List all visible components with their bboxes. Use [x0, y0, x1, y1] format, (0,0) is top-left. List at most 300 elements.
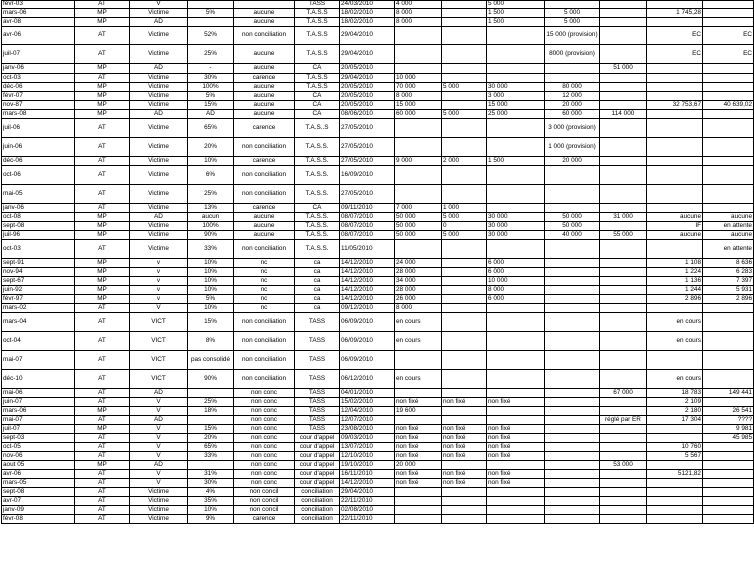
cell-type: MP	[75, 268, 130, 277]
cell-date: mai-06	[2, 389, 75, 398]
cell-amount-7	[703, 398, 754, 407]
cell-party: Victime	[130, 101, 188, 110]
cell-jurisdiction: CA	[295, 64, 340, 74]
cell-amount-6	[647, 166, 703, 185]
cell-rate: 30%	[188, 74, 234, 83]
cell-party: VICT	[130, 370, 188, 389]
cell-amount-3: non fixé	[487, 398, 545, 407]
cell-rate: 4%	[188, 488, 234, 497]
cell-amount-2	[442, 461, 487, 470]
cell-amount-6: 1 244	[647, 286, 703, 295]
cell-party: Victime	[130, 204, 188, 213]
cell-type: AT	[75, 204, 130, 213]
cell-conciliation: aucune	[234, 83, 295, 92]
cell-amount-4: 3 000 (provision)	[545, 119, 600, 138]
cell-rate: 10%	[188, 268, 234, 277]
cell-amount-1: 50 000	[395, 231, 442, 240]
cell-amount-7	[703, 332, 754, 351]
cell-hearing-date: 20/05/2010	[340, 83, 395, 92]
cell-rate: 10%	[188, 259, 234, 268]
table-row	[2, 74, 754, 83]
cell-party: v	[130, 259, 188, 268]
cell-rate: -	[188, 64, 234, 74]
cell-amount-7	[703, 461, 754, 470]
cell-amount-5	[600, 295, 647, 304]
cell-conciliation: non concil	[234, 497, 295, 506]
cell-amount-7	[703, 9, 754, 18]
cell-amount-2	[442, 295, 487, 304]
cell-party: AD	[130, 416, 188, 425]
cell-party: Victime	[130, 157, 188, 166]
cell-hearing-date: 14/12/2010	[340, 295, 395, 304]
cell-date: mai-05	[2, 185, 75, 204]
cell-date: nov-87	[2, 101, 75, 110]
cell-amount-5	[600, 45, 647, 64]
cell-hearing-date: 20/05/2010	[340, 101, 395, 110]
cell-amount-1: 4 000	[395, 1, 442, 9]
cell-hearing-date: 13/07/2010	[340, 443, 395, 452]
cell-rate: 65%	[188, 119, 234, 138]
cell-hearing-date: 23/08/2010	[340, 425, 395, 434]
cell-conciliation: carence	[234, 119, 295, 138]
cell-amount-5	[600, 515, 647, 524]
cell-jurisdiction: ca	[295, 259, 340, 268]
cell-type: AT	[75, 434, 130, 443]
table-row	[2, 452, 754, 461]
cell-amount-7: 9 981	[703, 425, 754, 434]
cell-amount-7: EC	[703, 27, 754, 45]
cell-amount-1: 19 600	[395, 407, 442, 416]
cell-amount-3	[487, 515, 545, 524]
cell-rate: 25%	[188, 45, 234, 64]
cell-hearing-date: 29/04/2010	[340, 45, 395, 64]
cell-rate: 31%	[188, 470, 234, 479]
cell-type: AT	[75, 45, 130, 64]
cell-amount-7	[703, 470, 754, 479]
cell-party: AD	[130, 110, 188, 119]
cell-amount-5	[600, 9, 647, 18]
cell-amount-5	[600, 74, 647, 83]
cell-type: MP	[75, 295, 130, 304]
table-row	[2, 425, 754, 434]
cell-amount-1: non fixé	[395, 479, 442, 488]
cell-date: aout 05	[2, 461, 75, 470]
cell-amount-2	[442, 138, 487, 157]
cell-amount-6: 5 567	[647, 452, 703, 461]
cell-hearing-date: 20/05/2010	[340, 92, 395, 101]
cell-amount-1	[395, 185, 442, 204]
cell-amount-5	[600, 470, 647, 479]
table-row	[2, 470, 754, 479]
cell-rate: 9%	[188, 515, 234, 524]
cell-amount-3	[487, 64, 545, 74]
cell-hearing-date: 06/12/2010	[340, 370, 395, 389]
cell-type: MP	[75, 110, 130, 119]
cell-amount-4	[545, 277, 600, 286]
cell-amount-1: non fixé	[395, 452, 442, 461]
cell-hearing-date: 08/07/2010	[340, 213, 395, 222]
cell-amount-2	[442, 185, 487, 204]
table-row	[2, 213, 754, 222]
cell-party: Victime	[130, 185, 188, 204]
cell-rate: 90%	[188, 231, 234, 240]
cell-party: V	[130, 407, 188, 416]
cell-conciliation: nc	[234, 286, 295, 295]
cell-amount-2	[442, 416, 487, 425]
cell-date: mars-02	[2, 304, 75, 313]
cell-type: MP	[75, 101, 130, 110]
cell-type: AT	[75, 74, 130, 83]
cell-amount-7: 2 896	[703, 295, 754, 304]
cell-jurisdiction: TASS	[295, 332, 340, 351]
cell-hearing-date: 29/04/2010	[340, 488, 395, 497]
cell-jurisdiction: T.A.S.S.	[295, 157, 340, 166]
table-row	[2, 83, 754, 92]
cell-amount-3	[487, 506, 545, 515]
cell-amount-3	[487, 185, 545, 204]
cell-party: V	[130, 425, 188, 434]
cell-amount-2	[442, 240, 487, 259]
cell-jurisdiction: ca	[295, 268, 340, 277]
cell-date: janv-06	[2, 204, 75, 213]
cell-amount-7: aucune	[703, 213, 754, 222]
cell-amount-5	[600, 277, 647, 286]
cell-jurisdiction: cour d'appel	[295, 461, 340, 470]
cell-date: mars-06	[2, 407, 75, 416]
cell-jurisdiction: cour d'appel	[295, 470, 340, 479]
cell-amount-5	[600, 286, 647, 295]
cell-amount-7	[703, 506, 754, 515]
cell-type: AT	[75, 313, 130, 332]
cell-amount-6: en cours	[647, 370, 703, 389]
cell-date: juil-07	[2, 425, 75, 434]
cell-amount-3	[487, 119, 545, 138]
cell-type: AT	[75, 497, 130, 506]
cell-party: V	[130, 304, 188, 313]
cell-conciliation: non concil	[234, 506, 295, 515]
cell-party: Victime	[130, 506, 188, 515]
cell-conciliation: aucune	[234, 213, 295, 222]
cell-amount-7	[703, 497, 754, 506]
cell-amount-7: 6 283	[703, 268, 754, 277]
cell-amount-1: non fixé	[395, 425, 442, 434]
cell-type: MP	[75, 461, 130, 470]
cell-amount-6	[647, 18, 703, 27]
cell-type: AT	[75, 370, 130, 389]
cell-hearing-date: 08/07/2010	[340, 231, 395, 240]
cell-amount-5	[600, 185, 647, 204]
cell-amount-1: 26 000	[395, 295, 442, 304]
cell-type: AT	[75, 332, 130, 351]
cell-amount-1	[395, 64, 442, 74]
cell-amount-5	[600, 222, 647, 231]
cell-amount-5	[600, 479, 647, 488]
cell-amount-3	[487, 461, 545, 470]
cell-party: Victime	[130, 9, 188, 18]
cell-amount-3: non fixé	[487, 443, 545, 452]
cell-amount-1	[395, 515, 442, 524]
cell-rate: 6%	[188, 166, 234, 185]
cell-amount-4: 5 000	[545, 9, 600, 18]
table-row	[2, 110, 754, 119]
cell-amount-1: 8 000	[395, 92, 442, 101]
cell-date: nov-94	[2, 268, 75, 277]
cell-amount-7	[703, 74, 754, 83]
cell-date: sept-08	[2, 222, 75, 231]
cell-hearing-date: 22/11/2010	[340, 497, 395, 506]
cell-amount-7: 149 441	[703, 389, 754, 398]
cell-rate	[188, 416, 234, 425]
cell-amount-7	[703, 452, 754, 461]
cell-rate: 15%	[188, 313, 234, 332]
cell-hearing-date: 27/05/2010	[340, 185, 395, 204]
cell-amount-5	[600, 259, 647, 268]
cell-conciliation: non conciliation	[234, 166, 295, 185]
cell-amount-6	[647, 304, 703, 313]
cell-conciliation: non conciliation	[234, 332, 295, 351]
cell-amount-2: 2 000	[442, 157, 487, 166]
cell-amount-6	[647, 240, 703, 259]
table-row	[2, 259, 754, 268]
cell-conciliation: aucune	[234, 101, 295, 110]
cell-amount-4	[545, 295, 600, 304]
cell-rate: 5%	[188, 92, 234, 101]
cell-jurisdiction: T.A.S.S	[295, 74, 340, 83]
cell-rate: 100%	[188, 83, 234, 92]
cell-amount-6	[647, 64, 703, 74]
cell-conciliation: carence	[234, 515, 295, 524]
cell-amount-4: 50 000	[545, 213, 600, 222]
cell-conciliation: non conc	[234, 416, 295, 425]
cell-date: oct-03	[2, 240, 75, 259]
cell-date: juin-06	[2, 138, 75, 157]
cell-conciliation: non concil	[234, 488, 295, 497]
cell-date: mai-07	[2, 351, 75, 370]
cell-date: déc-06	[2, 83, 75, 92]
cell-conciliation: nc	[234, 295, 295, 304]
cell-jurisdiction: CA	[295, 92, 340, 101]
cell-rate: 10%	[188, 506, 234, 515]
cell-amount-3: 1 500	[487, 157, 545, 166]
cell-amount-6: 1 136	[647, 277, 703, 286]
cell-conciliation: carence	[234, 204, 295, 213]
cell-hearing-date: 11/05/2010	[340, 240, 395, 259]
cell-party: V	[130, 452, 188, 461]
cell-amount-4	[545, 389, 600, 398]
cell-amount-5: 51 000	[600, 64, 647, 74]
cell-amount-7	[703, 479, 754, 488]
cell-amount-1	[395, 240, 442, 259]
cell-party: VICT	[130, 332, 188, 351]
table-row	[2, 351, 754, 370]
cell-party: AD	[130, 64, 188, 74]
cell-amount-3	[487, 389, 545, 398]
cell-party: V	[130, 398, 188, 407]
table-row	[2, 304, 754, 313]
cell-amount-2	[442, 277, 487, 286]
cell-amount-3	[487, 370, 545, 389]
cell-amount-5	[600, 370, 647, 389]
cell-type: MP	[75, 286, 130, 295]
cell-amount-7	[703, 304, 754, 313]
cell-conciliation: carence	[234, 157, 295, 166]
cell-type: AT	[75, 138, 130, 157]
cell-amount-5	[600, 313, 647, 332]
cell-amount-6: 2 180	[647, 407, 703, 416]
cell-date: avr-08	[2, 18, 75, 27]
cell-amount-6	[647, 506, 703, 515]
cell-hearing-date: 12/10/2010	[340, 452, 395, 461]
cell-jurisdiction: ca	[295, 277, 340, 286]
cell-amount-5	[600, 268, 647, 277]
cell-amount-7: 7 397	[703, 277, 754, 286]
cell-amount-5	[600, 18, 647, 27]
cell-rate: 20%	[188, 434, 234, 443]
table-row	[2, 64, 754, 74]
cell-conciliation: nc	[234, 277, 295, 286]
table-row	[2, 389, 754, 398]
cell-date: juin-07	[2, 398, 75, 407]
cell-amount-2	[442, 119, 487, 138]
cell-amount-4: 8000 (provision)	[545, 45, 600, 64]
cell-amount-4	[545, 398, 600, 407]
cell-amount-2	[442, 332, 487, 351]
cell-date: avr-06	[2, 27, 75, 45]
cell-amount-6	[647, 204, 703, 213]
cell-conciliation: aucune	[234, 18, 295, 27]
cell-date: mars-06	[2, 9, 75, 18]
cell-amount-3: non fixé	[487, 470, 545, 479]
cell-type: MP	[75, 18, 130, 27]
cell-amount-5	[600, 157, 647, 166]
cell-conciliation: non conc	[234, 398, 295, 407]
cell-amount-1: 15 000	[395, 101, 442, 110]
cell-party: v	[130, 286, 188, 295]
cell-amount-7: 45 985	[703, 434, 754, 443]
cell-amount-2	[442, 407, 487, 416]
cell-jurisdiction: TASS	[295, 1, 340, 9]
cell-amount-2: non fixé	[442, 479, 487, 488]
cell-jurisdiction: ca	[295, 286, 340, 295]
cell-amount-3	[487, 313, 545, 332]
cell-amount-4	[545, 185, 600, 204]
cell-amount-7: EC	[703, 45, 754, 64]
cell-amount-6	[647, 74, 703, 83]
cell-date: sept-67	[2, 277, 75, 286]
cell-amount-2: non fixé	[442, 470, 487, 479]
cell-jurisdiction: TASS	[295, 416, 340, 425]
cell-date: oct-08	[2, 213, 75, 222]
cell-rate: 15%	[188, 101, 234, 110]
table-row	[2, 9, 754, 18]
cell-amount-3	[487, 497, 545, 506]
cell-hearing-date: 09/11/2010	[340, 204, 395, 213]
cell-conciliation: non conc	[234, 389, 295, 398]
cell-amount-6: 18 783	[647, 389, 703, 398]
table-row	[2, 398, 754, 407]
cell-amount-3: 6 000	[487, 295, 545, 304]
cell-hearing-date: 16/11/2010	[340, 470, 395, 479]
cell-amount-3	[487, 74, 545, 83]
table-row	[2, 313, 754, 332]
cell-amount-7	[703, 119, 754, 138]
cell-type: MP	[75, 425, 130, 434]
cell-type: MP	[75, 83, 130, 92]
cell-jurisdiction: TASS	[295, 389, 340, 398]
cell-type: AT	[75, 452, 130, 461]
cell-amount-4: 50 000	[545, 222, 600, 231]
cell-conciliation: non conc	[234, 407, 295, 416]
cell-amount-4	[545, 313, 600, 332]
cell-conciliation: non conc	[234, 434, 295, 443]
cell-amount-5	[600, 240, 647, 259]
cell-amount-7: aucune	[703, 231, 754, 240]
cell-type: AT	[75, 443, 130, 452]
cell-amount-4	[545, 434, 600, 443]
cell-amount-5	[600, 452, 647, 461]
cell-rate: 35%	[188, 497, 234, 506]
cell-amount-4	[545, 506, 600, 515]
cell-conciliation: non conc	[234, 479, 295, 488]
cell-type: AT	[75, 185, 130, 204]
cell-amount-6: 10 760	[647, 443, 703, 452]
cell-jurisdiction: cour d'appel	[295, 434, 340, 443]
cell-party: Victime	[130, 240, 188, 259]
table-row	[2, 1, 754, 9]
cell-conciliation: nc	[234, 259, 295, 268]
cell-party: v	[130, 277, 188, 286]
cell-amount-2	[442, 351, 487, 370]
cell-conciliation: aucune	[234, 222, 295, 231]
cell-type: MP	[75, 259, 130, 268]
cell-amount-2: non fixé	[442, 452, 487, 461]
cell-rate	[188, 461, 234, 470]
cell-amount-4	[545, 204, 600, 213]
cell-jurisdiction: T.A.S.S.	[295, 138, 340, 157]
table-row	[2, 18, 754, 27]
cell-rate: 100%	[188, 222, 234, 231]
cell-rate: AD	[188, 110, 234, 119]
cell-date: oct-04	[2, 332, 75, 351]
cell-hearing-date: 06/09/2010	[340, 332, 395, 351]
cell-rate: 65%	[188, 443, 234, 452]
cell-date: juil-96	[2, 231, 75, 240]
cell-hearing-date: 06/09/2010	[340, 351, 395, 370]
cell-amount-3	[487, 204, 545, 213]
cell-conciliation: nc	[234, 268, 295, 277]
table-row	[2, 286, 754, 295]
cell-amount-1: 34 000	[395, 277, 442, 286]
cell-hearing-date: 15/02/2010	[340, 398, 395, 407]
cell-amount-4	[545, 166, 600, 185]
cell-jurisdiction: T.A.S..S	[295, 119, 340, 138]
cell-amount-6: 1 745,28	[647, 9, 703, 18]
cell-jurisdiction: TASS	[295, 370, 340, 389]
cell-amount-5	[600, 425, 647, 434]
table-row	[2, 479, 754, 488]
cell-amount-2	[442, 268, 487, 277]
cell-amount-3: 8 000	[487, 286, 545, 295]
cell-conciliation: non conciliation	[234, 27, 295, 45]
cell-amount-7	[703, 204, 754, 213]
cell-amount-6	[647, 425, 703, 434]
cell-date: sept-91	[2, 259, 75, 268]
cell-amount-5	[600, 166, 647, 185]
cell-amount-4	[545, 497, 600, 506]
cell-date: sept-03	[2, 434, 75, 443]
cell-rate: 15%	[188, 425, 234, 434]
cell-amount-5	[600, 101, 647, 110]
